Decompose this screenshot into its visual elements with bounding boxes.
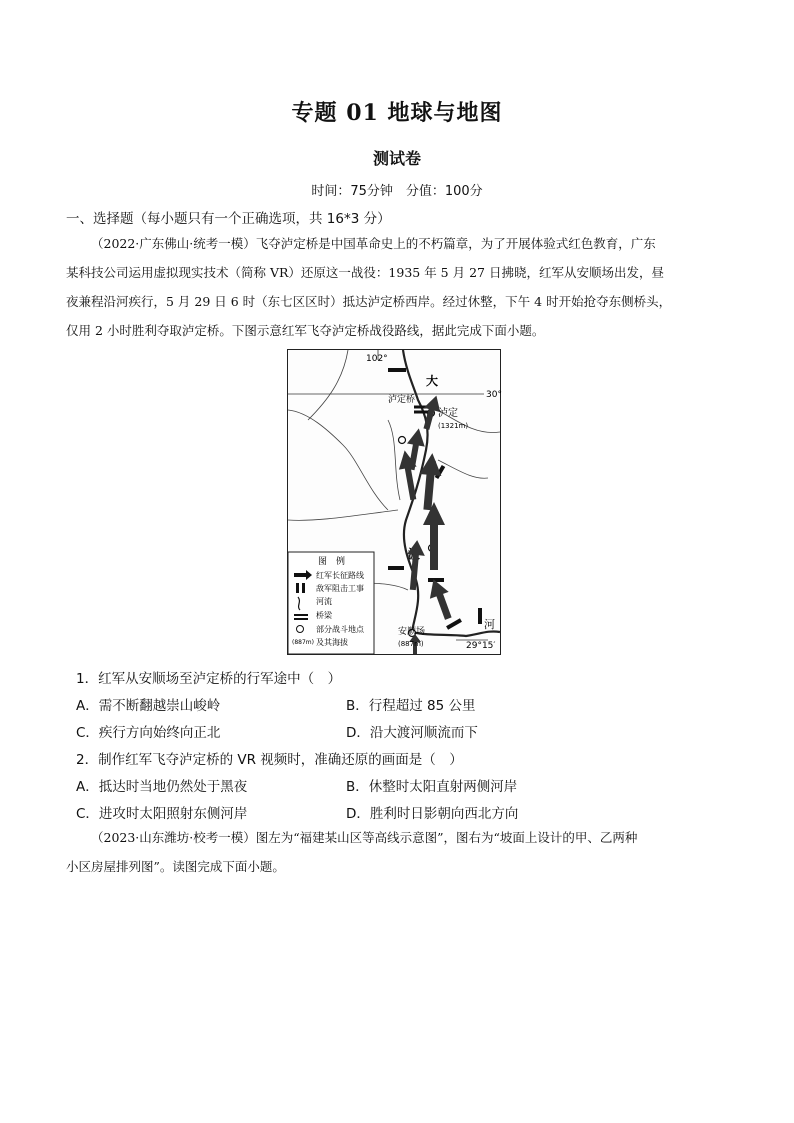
legend-item: 及其海拔 <box>316 638 348 647</box>
question-2-stem: 2．制作红军飞夺泸定桥的 VR 视频时，准确还原的画面是（ ） <box>76 752 463 768</box>
start-label: 安顺场 <box>398 627 426 637</box>
legend-title: 图 例 <box>318 557 346 567</box>
lat-30-label: 30° <box>486 390 502 400</box>
fortification-mark <box>428 578 444 582</box>
passage-2 <box>66 823 730 881</box>
question-1-option-c[interactable]: C．疾行方向始终向正北 <box>76 725 221 741</box>
legend-fort-icon <box>296 583 299 593</box>
legend-item: 桥梁 <box>316 611 332 620</box>
town-label: 泸定 <box>438 408 458 419</box>
tributary <box>438 460 488 478</box>
page-title: 专题 01 地球与地图 <box>291 100 503 126</box>
passage-2-line: 小区房屋排列图”。读图完成下面小题。 <box>66 859 285 874</box>
tributary <box>308 350 348 420</box>
legend-point-icon <box>297 626 304 633</box>
route-arrow <box>396 449 422 501</box>
question-1-stem: 1．红军从安顺场至泸定桥的行军途中（ ） <box>76 671 342 687</box>
exam-meta: 时间：75分钟 分值：100分 <box>311 184 483 199</box>
passage-1-line: 夜兼程沿河疾行，5 月 29 日 6 时（东七区区时）抵达泸定桥西岸。经过休整，下午 4 时开始抢夺东侧桥头， <box>66 294 672 309</box>
question-2-option-c[interactable]: C．进攻时太阳照射东侧河岸 <box>76 806 248 822</box>
route-map-svg <box>288 350 500 654</box>
fortification-mark <box>388 368 406 372</box>
legend-item: 敌军阻击工事 <box>316 584 364 593</box>
question-2-option-a[interactable]: A．抵达时当地仍然处于黑夜 <box>76 779 248 795</box>
passage-2-line: （2023·山东潍坊·校考一模）图左为“福建某山区等高线示意图”，图右为“坡面上设计的甲、乙两种 <box>91 830 638 845</box>
fortification-mark <box>478 608 482 624</box>
passage-1 <box>66 229 730 345</box>
lon-label: 102° <box>366 354 388 364</box>
legend-item: 红军长征路线 <box>316 571 364 580</box>
page-subtitle: 测试卷 <box>372 149 421 168</box>
town-elev: (1321m) <box>438 422 469 430</box>
question-1-option-d[interactable]: D．沿大渡河顺流而下 <box>346 725 478 741</box>
tributary <box>288 410 388 510</box>
route-map <box>287 349 501 655</box>
tributary <box>288 510 398 520</box>
bridge-label: 泸定桥 <box>388 395 416 405</box>
legend-item: 部分战斗地点 <box>316 625 364 634</box>
question-1-option-a[interactable]: A．需不断翻越崇山峻岭 <box>76 698 221 714</box>
question-1-option-b[interactable]: B．行程超过 85 公里 <box>346 698 476 714</box>
passage-1-line: （2022·广东佛山·统考一模）飞夺泸定桥是中国革命史上的不朽篇章，为了开展体验式红色教育，广东 <box>91 236 656 251</box>
fortification-mark <box>388 566 404 570</box>
legend-sample-elev: (887m) <box>292 639 314 646</box>
river-label-da: 大 <box>426 374 439 388</box>
section-heading: 一、选择题（每小题只有一个正确选项，共 16*3 分） <box>66 211 391 227</box>
passage-1-line: 某科技公司运用虚拟现实技术（简称 VR）还原这一战役：1935 年 5 月 27 日拂晓，红军从安顺场出发，昼 <box>66 265 664 280</box>
route-arrow <box>424 576 457 622</box>
lat-2915-label: 29°15′ <box>466 641 496 651</box>
passage-1-line: 仅用 2 小时胜利夺取泸定桥。下图示意红军飞夺泸定桥战役路线，据此完成下面小题。 <box>66 323 545 338</box>
map-legend <box>288 552 374 654</box>
legend-item: 河流 <box>316 597 332 606</box>
battle-point <box>399 437 406 444</box>
question-2-option-b[interactable]: B．休整时太阳直射两侧河岸 <box>346 779 518 795</box>
route-arrow <box>423 502 445 570</box>
start-elev: (887m) <box>398 640 424 648</box>
fortification-mark <box>446 618 462 629</box>
tributary <box>388 420 400 500</box>
question-2-option-d[interactable]: D．胜利时日影朝向西北方向 <box>346 806 519 822</box>
river-label-he: 河 <box>484 618 495 631</box>
